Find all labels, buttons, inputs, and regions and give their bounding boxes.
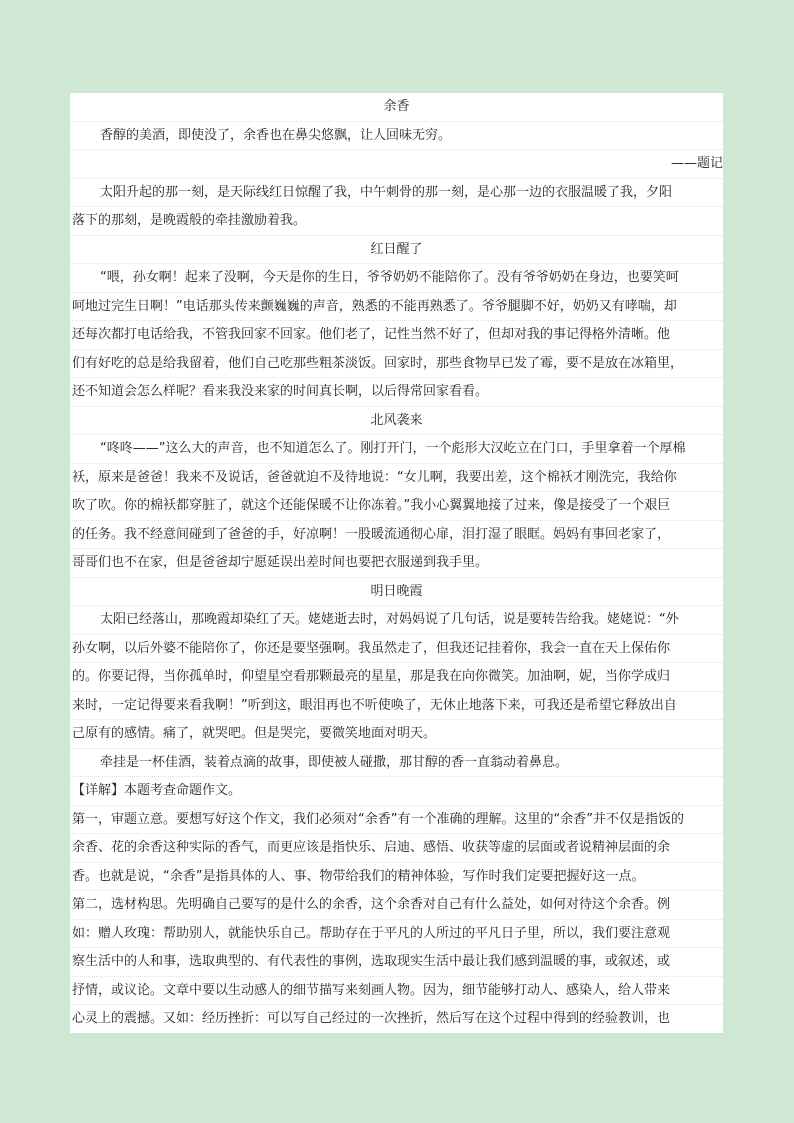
intro-line: 落下的那刻，是晚霞般的牵挂激励着我。 bbox=[70, 207, 723, 236]
analysis-line: 如：赠人玫瑰：帮助别人，就能快乐自己。帮助存在于平凡的人所过的平凡日子里，所以，我们要注意观 bbox=[70, 920, 723, 949]
paragraph-line: 来时，一定记得要来看我啊！”听到这，眼泪再也不听使唤了，无休止地落下来，可我还是希望它释放出自 bbox=[70, 692, 723, 721]
paragraph-line: 还每次都打电话给我，不管我回家不回家。他们老了，记性当然不好了，但却对我的事记得格外清晰。他 bbox=[70, 321, 723, 350]
paragraph-line: 孙女啊，以后外婆不能陪你了，你还是要坚强啊。我虽然走了，但我还记挂着你，我会一直在天上保佑你 bbox=[70, 635, 723, 664]
paragraph-line: 呵地过完生日啊！”电话那头传来颤巍巍的声音，熟悉的不能再熟悉了。爷爷腿脚不好，奶奶又有哮喘，却 bbox=[70, 293, 723, 322]
analysis-line: 香。也就是说，“余香”是指具体的人、事、物带给我们的精神体验，写作时我们定要把握好这一点。 bbox=[70, 863, 723, 892]
paragraph-line: 吹了吹。你的棉袄都穿脏了，就这个还能保暖不让你冻着。”我小心翼翼地接了过来，像是接受了一个艰巨 bbox=[70, 492, 723, 521]
analysis-label: 【详解】本题考查命题作文。 bbox=[70, 777, 723, 806]
intro-line: 太阳升起的那一刻，是天际线红日惊醒了我，中午刺骨的那一刻，是心那一边的衣服温暖了我，夕阳 bbox=[70, 179, 723, 208]
paragraph-line: 还不知道会怎么样呢？看来我没来家的时间真长啊，以后得常回家看看。 bbox=[70, 378, 723, 407]
paragraph-line: 们有好吃的总是给我留着，他们自己吃那些粗茶淡饭。回家时，那些食物早已发了霉，要不是放在冰箱里， bbox=[70, 350, 723, 379]
essay-title: 余香 bbox=[70, 93, 723, 122]
paragraph-line: 哥哥们也不在家，但是爸爸却宁愿延误出差时间也要把衣服递到我手里。 bbox=[70, 549, 723, 578]
analysis-line: 第一，审题立意。要想写好这个作文，我们必须对“余香”有一个准确的理解。这里的“余香”并不仅是指饭的 bbox=[70, 806, 723, 835]
analysis-line: 心灵上的震撼。又如：经历挫折：可以写自己经过的一次挫折，然后写在这个过程中得到的经验教训，也 bbox=[70, 1005, 723, 1033]
analysis-line: 察生活中的人和事，选取典型的、有代表性的事例，选取现实生活中最让我们感到温暖的事，或叙述，或 bbox=[70, 948, 723, 977]
paragraph-line: 袄，原来是爸爸！我来不及说话，爸爸就迫不及待地说：“女儿啊，我要出差，这个棉袄才刚洗完，我给你 bbox=[70, 464, 723, 493]
paragraph-line: “喂，孙女啊！起来了没啊，今天是你的生日，爷爷奶奶不能陪你了。没有爷爷奶奶在身边，也要笑呵 bbox=[70, 264, 723, 293]
analysis-line: 余香、花的余香这种实际的香气，而更应该是指快乐、启迪、感悟、收获等虚的层面或者说精神层面的余 bbox=[70, 834, 723, 863]
epigraph-attribution: ——题记 bbox=[70, 150, 723, 179]
paragraph-line: 的。你要记得，当你孤单时，仰望星空看那颗最亮的星星，那是我在向你微笑。加油啊，妮，当你学成归 bbox=[70, 663, 723, 692]
epigraph: 香醇的美酒，即使没了，余香也在鼻尖悠飘，让人回味无穷。 bbox=[70, 122, 723, 151]
document-page bbox=[70, 93, 723, 1033]
paragraph-line: 的任务。我不经意间碰到了爸爸的手，好凉啊！一股暖流通彻心扉，泪打湿了眼眶。妈妈有事回老家了， bbox=[70, 521, 723, 550]
paragraph-line: 太阳已经落山，那晚霞却染红了天。姥姥逝去时，对妈妈说了几句话，说是要转告给我。姥姥说：“外 bbox=[70, 606, 723, 635]
analysis-line: 第二，选材构思。先明确自己要写的是什么的余香，这个余香对自己有什么益处，如何对待这个余香。例 bbox=[70, 891, 723, 920]
section-heading: 北风袭来 bbox=[70, 407, 723, 436]
paragraph-line: “咚咚——”这么大的声音，也不知道怎么了。刚打开门，一个彪形大汉屹立在门口，手里拿着一个厚棉 bbox=[70, 435, 723, 464]
section-heading: 红日醒了 bbox=[70, 236, 723, 265]
closing-line: 牵挂是一杯佳酒，装着点滴的故事，即使被人碰撒，那甘醇的香一直翁动着鼻息。 bbox=[70, 749, 723, 778]
analysis-line: 抒情，或议论。文章中要以生动感人的细节描写来刻画人物。因为，细节能够打动人、感染人，给人带来 bbox=[70, 977, 723, 1006]
section-heading: 明日晚霞 bbox=[70, 578, 723, 607]
paragraph-line: 己原有的感情。痛了，就哭吧。但是哭完，要微笑地面对明天。 bbox=[70, 720, 723, 749]
